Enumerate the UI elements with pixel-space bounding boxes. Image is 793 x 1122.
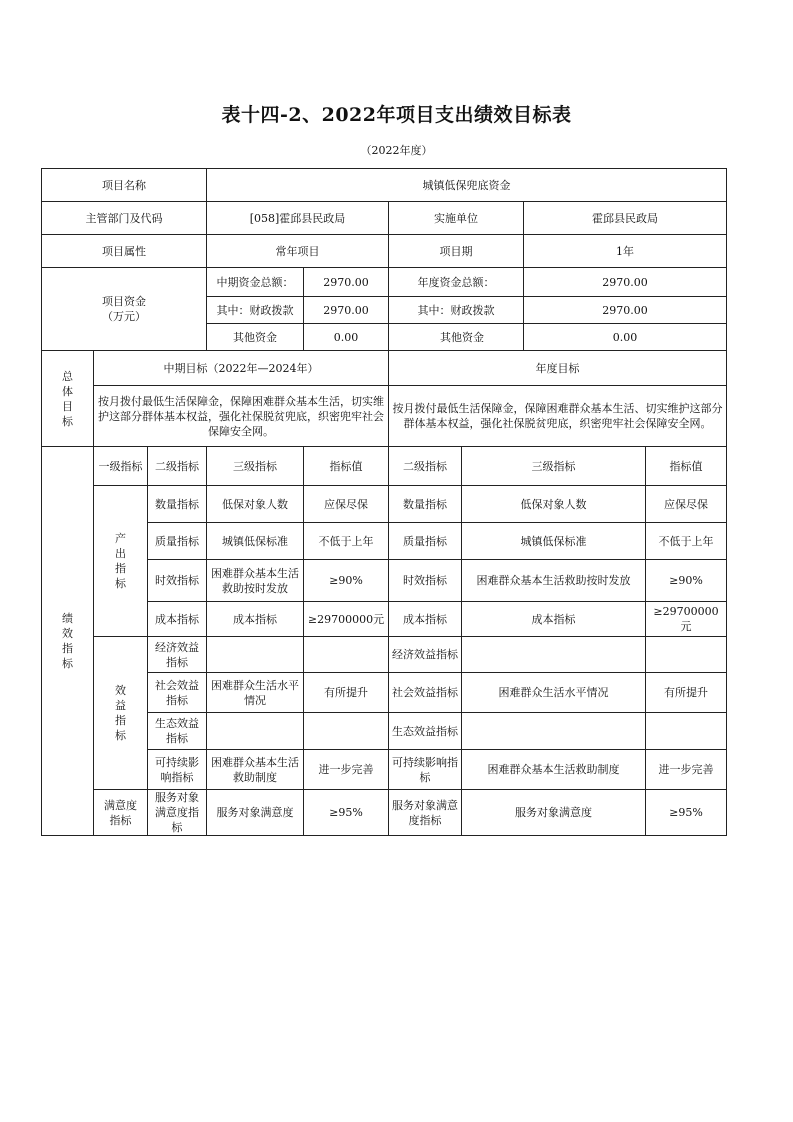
mid-goal-text: 按月拨付最低生活保障金，保障困难群众基本生活，切实维护这部分群体基本权益，强化社保脱贫兜底，织密兜牢社会保障安全网。 xyxy=(94,386,389,447)
mid-fiscal-value: 2970.00 xyxy=(304,297,389,324)
project-name-label: 项目名称 xyxy=(42,169,207,202)
indicator-cell xyxy=(304,637,389,673)
year-total-value: 2970.00 xyxy=(524,268,727,297)
funds-label: 项目资金 （万元） xyxy=(42,268,207,351)
project-name-value: 城镇低保兜底资金 xyxy=(207,169,727,202)
project-attr-value: 常年项目 xyxy=(207,235,389,268)
indicator-cell: 服务对象满意度 xyxy=(207,790,304,836)
satisfaction-indicator-label: 满意度 指标 xyxy=(94,790,148,836)
indicator-cell: 服务对象满意度指标 xyxy=(148,790,207,836)
mid-goal-header: 中期目标（2022年—2024年） xyxy=(94,351,389,386)
indicator-cell: 有所提升 xyxy=(304,673,389,713)
indicator-cell: 困难群众基本生活救助制度 xyxy=(462,750,646,790)
indicator-cell: 生态效益指标 xyxy=(148,713,207,750)
indicator-cell: 进一步完善 xyxy=(304,750,389,790)
mid-other-value: 0.00 xyxy=(304,324,389,351)
header-level2-year: 二级指标 xyxy=(389,447,462,486)
header-value-year: 指标值 xyxy=(646,447,727,486)
indicator-cell xyxy=(304,713,389,750)
project-attr-label: 项目属性 xyxy=(42,235,207,268)
indicator-cell: 困难群众基本生活救助按时发放 xyxy=(207,560,304,602)
indicator-cell xyxy=(462,637,646,673)
indicator-cell: 应保尽保 xyxy=(646,486,727,523)
indicator-cell: 服务对象满意度指标 xyxy=(389,790,462,836)
header-level3-year: 三级指标 xyxy=(462,447,646,486)
header-level3-mid: 三级指标 xyxy=(207,447,304,486)
impl-unit-value: 霍邱县民政局 xyxy=(524,202,727,235)
indicator-cell: 低保对象人数 xyxy=(207,486,304,523)
indicator-cell: 困难群众基本生活救助制度 xyxy=(207,750,304,790)
indicator-cell: 成本指标 xyxy=(462,602,646,637)
year-total-label: 年度资金总额： xyxy=(389,268,524,297)
mid-total-label: 中期资金总额： xyxy=(207,268,304,297)
indicator-cell: 城镇低保标准 xyxy=(462,523,646,560)
indicator-cell xyxy=(462,713,646,750)
indicator-cell xyxy=(207,713,304,750)
year-goal-header: 年度目标 xyxy=(389,351,727,386)
indicator-cell: 服务对象满意度 xyxy=(462,790,646,836)
indicator-cell: 生态效益指标 xyxy=(389,713,462,750)
indicator-cell: 经济效益指标 xyxy=(148,637,207,673)
indicator-cell: 困难群众生活水平情况 xyxy=(462,673,646,713)
performance-indicator-label: 绩 效 指 标 xyxy=(42,447,94,836)
project-period-label: 项目期 xyxy=(389,235,524,268)
benefit-indicator-label: 效 益 指 标 xyxy=(94,637,148,790)
indicator-cell: ≥90% xyxy=(304,560,389,602)
indicator-cell: ≥29700000元 xyxy=(646,602,727,637)
indicator-cell: 成本指标 xyxy=(207,602,304,637)
indicator-cell: 质量指标 xyxy=(389,523,462,560)
year-fiscal-value: 2970.00 xyxy=(524,297,727,324)
page-subtitle: （2022年度） xyxy=(360,144,433,157)
performance-target-table xyxy=(41,168,727,836)
indicator-cell: 数量指标 xyxy=(148,486,207,523)
mid-fiscal-label: 其中：财政拨款 xyxy=(207,297,304,324)
header-value-mid: 指标值 xyxy=(304,447,389,486)
indicator-cell: 经济效益指标 xyxy=(389,637,462,673)
indicator-cell: ≥95% xyxy=(304,790,389,836)
indicator-cell: ≥90% xyxy=(646,560,727,602)
header-level2-mid: 二级指标 xyxy=(148,447,207,486)
indicator-cell: 低保对象人数 xyxy=(462,486,646,523)
indicator-cell xyxy=(646,713,727,750)
indicator-cell: 有所提升 xyxy=(646,673,727,713)
page-title: 表十四-2、2022年项目支出绩效目标表 xyxy=(221,104,572,126)
indicator-cell xyxy=(646,637,727,673)
indicator-cell: 进一步完善 xyxy=(646,750,727,790)
indicator-cell: 困难群众生活水平情况 xyxy=(207,673,304,713)
project-period-value: 1年 xyxy=(524,235,727,268)
indicator-cell: ≥29700000元 xyxy=(304,602,389,637)
overall-goal-label: 总 体 目 标 xyxy=(42,351,94,447)
indicator-cell: 城镇低保标准 xyxy=(207,523,304,560)
indicator-cell: 质量指标 xyxy=(148,523,207,560)
output-indicator-label: 产 出 指 标 xyxy=(94,486,148,637)
year-fiscal-label: 其中：财政拨款 xyxy=(389,297,524,324)
indicator-cell: 成本指标 xyxy=(389,602,462,637)
indicator-cell: 应保尽保 xyxy=(304,486,389,523)
indicator-cell: 数量指标 xyxy=(389,486,462,523)
year-goal-text: 按月拨付最低生活保障金，保障困难群众基本生活、切实维护这部分群体基本权益，强化社保脱贫兜底，织密兜牢社会保障安全网。 xyxy=(389,386,727,447)
impl-unit-label: 实施单位 xyxy=(389,202,524,235)
mid-other-label: 其他资金 xyxy=(207,324,304,351)
indicator-cell xyxy=(207,637,304,673)
year-other-label: 其他资金 xyxy=(389,324,524,351)
indicator-cell: 困难群众基本生活救助按时发放 xyxy=(462,560,646,602)
indicator-cell: 时效指标 xyxy=(148,560,207,602)
indicator-cell: 不低于上年 xyxy=(646,523,727,560)
indicator-cell: 社会效益指标 xyxy=(148,673,207,713)
indicator-cell: 成本指标 xyxy=(148,602,207,637)
indicator-cell: 不低于上年 xyxy=(304,523,389,560)
indicator-cell: 可持续影响指标 xyxy=(389,750,462,790)
dept-value: [058]霍邱县民政局 xyxy=(207,202,389,235)
indicator-cell: 社会效益指标 xyxy=(389,673,462,713)
year-other-value: 0.00 xyxy=(524,324,727,351)
dept-label: 主管部门及代码 xyxy=(42,202,207,235)
mid-total-value: 2970.00 xyxy=(304,268,389,297)
indicator-cell: 时效指标 xyxy=(389,560,462,602)
indicator-cell: ≥95% xyxy=(646,790,727,836)
indicator-cell: 可持续影响指标 xyxy=(148,750,207,790)
header-level1: 一级指标 xyxy=(94,447,148,486)
